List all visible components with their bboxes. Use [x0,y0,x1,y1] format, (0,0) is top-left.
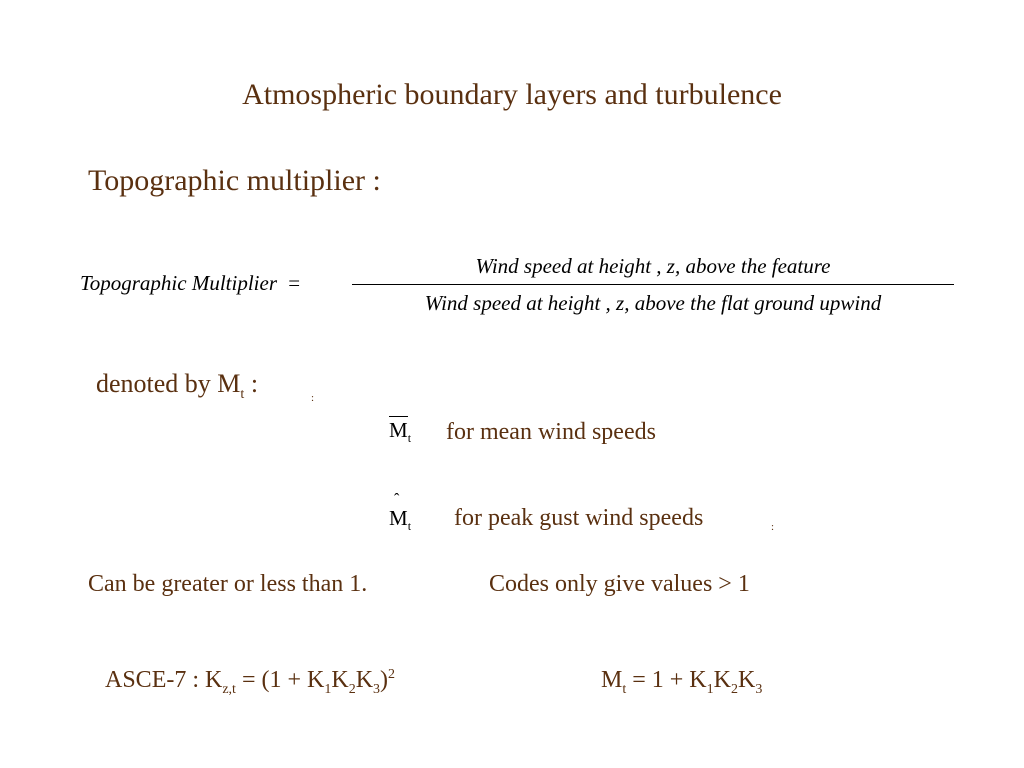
overbar-m: M [389,418,408,442]
fraction-bar [352,284,954,285]
asce-s3: 3 [373,681,381,697]
asce-mid: = (1 + K [235,667,325,693]
asce-label: ASCE-7 : K [105,667,223,693]
denoted-colon: : [244,369,259,398]
mt-s3: 3 [755,681,763,697]
mean-symbol [389,418,411,446]
note-left: Can be greater or less than 1. [88,571,368,597]
tiny-mark-1: : [311,392,315,404]
section-heading: Topographic multiplier : [88,164,381,197]
tiny-mark-2: : [771,521,775,533]
mean-sub: t [407,431,412,446]
mt-k3: K [737,667,756,693]
asce-exp: 2 [388,667,396,682]
mt-s1: 1 [706,681,714,697]
mt-m-sub: t [622,681,627,697]
denoted-sub: t [240,387,245,403]
equation-denominator: Wind speed at height , z, above the flat ground upwind [424,291,882,315]
denoted-line [96,369,258,403]
equation-fraction [352,252,954,319]
note-right: Codes only give values > 1 [489,571,750,597]
hat-m [389,491,408,531]
asce-k-sub: z,t [222,681,236,697]
asce-formula [105,667,395,698]
asce-s1: 1 [324,681,332,697]
mean-description: for mean wind speeds [446,419,656,445]
equation-lhs-text: Topographic Multiplier [80,271,277,295]
denoted-text: denoted by M [96,369,241,398]
slide-title: Atmospheric boundary layers and turbulence [242,78,782,111]
equation-numerator: Wind speed at height , z, above the feature [475,254,831,278]
peak-m: M [389,506,408,530]
equation-equals: = [288,271,301,295]
mt-k2: K [713,667,731,693]
asce-s2: 2 [348,681,356,697]
mt-rest: = 1 + K [626,667,707,693]
mt-m: M [601,667,623,693]
asce-k2: K [331,667,349,693]
equation-lhs [80,271,300,296]
hat-accent: ˆ [394,491,400,508]
asce-k3: K [355,667,374,693]
peak-symbol [389,491,412,534]
mt-s2: 2 [730,681,738,697]
mt-formula [601,667,762,698]
peak-sub: t [407,519,412,534]
peak-description: for peak gust wind speeds [454,505,704,531]
asce-close: ) [380,667,389,693]
